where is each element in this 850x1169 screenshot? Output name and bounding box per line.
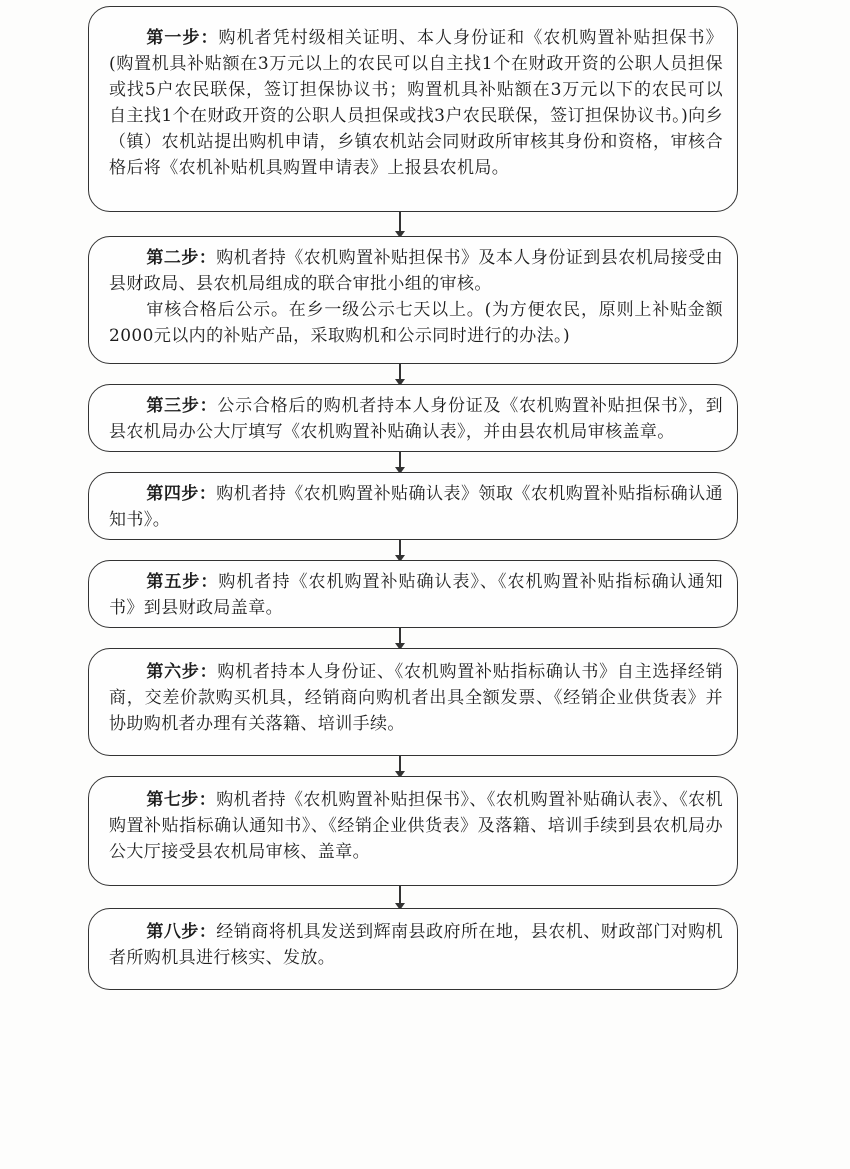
step-1-body: 购机者凭村级相关证明、本人身份证和《农机购置补贴担保书》(购置机具补贴额在3万元以上的农民可以自主找1个在财政开资的公职人员担保或找5户农民联保，签订担保协议书；购置机具补贴额在3万元以下的农民可以自主找1个在财政开资的公职人员担保或找3户农民联保，签订担保协议书。)向乡（镇）农机站提出购机申请，乡镇农机站会同财政所审核其身份和资格，审核合格后将《农机补贴机具购置申请表》上报县农机局。 xyxy=(109,28,723,178)
step-8-body: 经销商将机具发送到辉南县政府所在地，县农机、财政部门对购机者所购机具进行核实、发放。 xyxy=(109,922,723,968)
step-6-body: 购机者持本人身份证、《农机购置补贴指标确认书》自主选择经销商，交差价款购买机具，经销商向购机者出具全额发票、《经销企业供货表》并协助购机者办理有关落籍、培训手续。 xyxy=(109,662,723,734)
arrow-2 xyxy=(399,364,401,384)
step-4-box xyxy=(88,472,738,540)
step-7-label: 第七步： xyxy=(146,790,217,810)
step-1-text xyxy=(109,25,723,181)
step-2-text-2: 审核合格后公示。在乡一级公示七天以上。(为方便农民，原则上补贴金额2000元以内的补贴产品，采取购机和公示同时进行的办法。) xyxy=(109,300,723,346)
arrow-4 xyxy=(399,540,401,560)
step-3-label: 第三步： xyxy=(146,396,218,416)
step-4-body: 购机者持《农机购置补贴确认表》领取《农机购置补贴指标确认通知书》。 xyxy=(109,484,723,530)
step-5-box xyxy=(88,560,738,628)
step-5-label: 第五步： xyxy=(146,572,219,592)
step-4-label: 第四步： xyxy=(146,484,217,504)
step-3-box xyxy=(88,384,738,452)
step-3-text xyxy=(109,393,723,445)
step-6-text xyxy=(109,659,723,737)
step-5-text xyxy=(109,569,723,621)
step-7-box xyxy=(88,776,738,886)
arrow-7 xyxy=(399,886,401,908)
step-8-box xyxy=(88,908,738,990)
arrow-3 xyxy=(399,452,401,472)
step-4-text xyxy=(109,481,723,533)
step-5-body: 购机者持《农机购置补贴确认表》、《农机购置补贴指标确认通知书》到县财政局盖章。 xyxy=(109,572,723,618)
step-8-text xyxy=(109,919,723,971)
step-7-text xyxy=(109,787,723,865)
arrow-6 xyxy=(399,756,401,776)
step-2-text xyxy=(109,245,723,297)
step-2-box xyxy=(88,236,738,364)
arrow-5 xyxy=(399,628,401,648)
step-2-body: 购机者持《农机购置补贴担保书》及本人身份证到县农机局接受由县财政局、县农机局组成的联合审批小组的审核。 xyxy=(109,248,723,294)
step-3-body: 公示合格后的购机者持本人身份证及《农机购置补贴担保书》，到县农机局办公大厅填写《农机购置补贴确认表》，并由县农机局审核盖章。 xyxy=(109,396,723,442)
step-6-box xyxy=(88,648,738,756)
step-2-label: 第二步： xyxy=(146,248,217,268)
step-1-box xyxy=(88,6,738,212)
arrow-1 xyxy=(399,212,401,236)
step-8-label: 第八步： xyxy=(146,922,217,942)
step-6-label: 第六步： xyxy=(146,662,218,682)
step-7-body: 购机者持《农机购置补贴担保书》、《农机购置补贴确认表》、《农机购置补贴指标确认通知书》、《经销企业供货表》及落籍、培训手续到县农机局办公大厅接受县农机局审核、盖章。 xyxy=(109,790,723,862)
step-1-label: 第一步： xyxy=(146,28,219,48)
